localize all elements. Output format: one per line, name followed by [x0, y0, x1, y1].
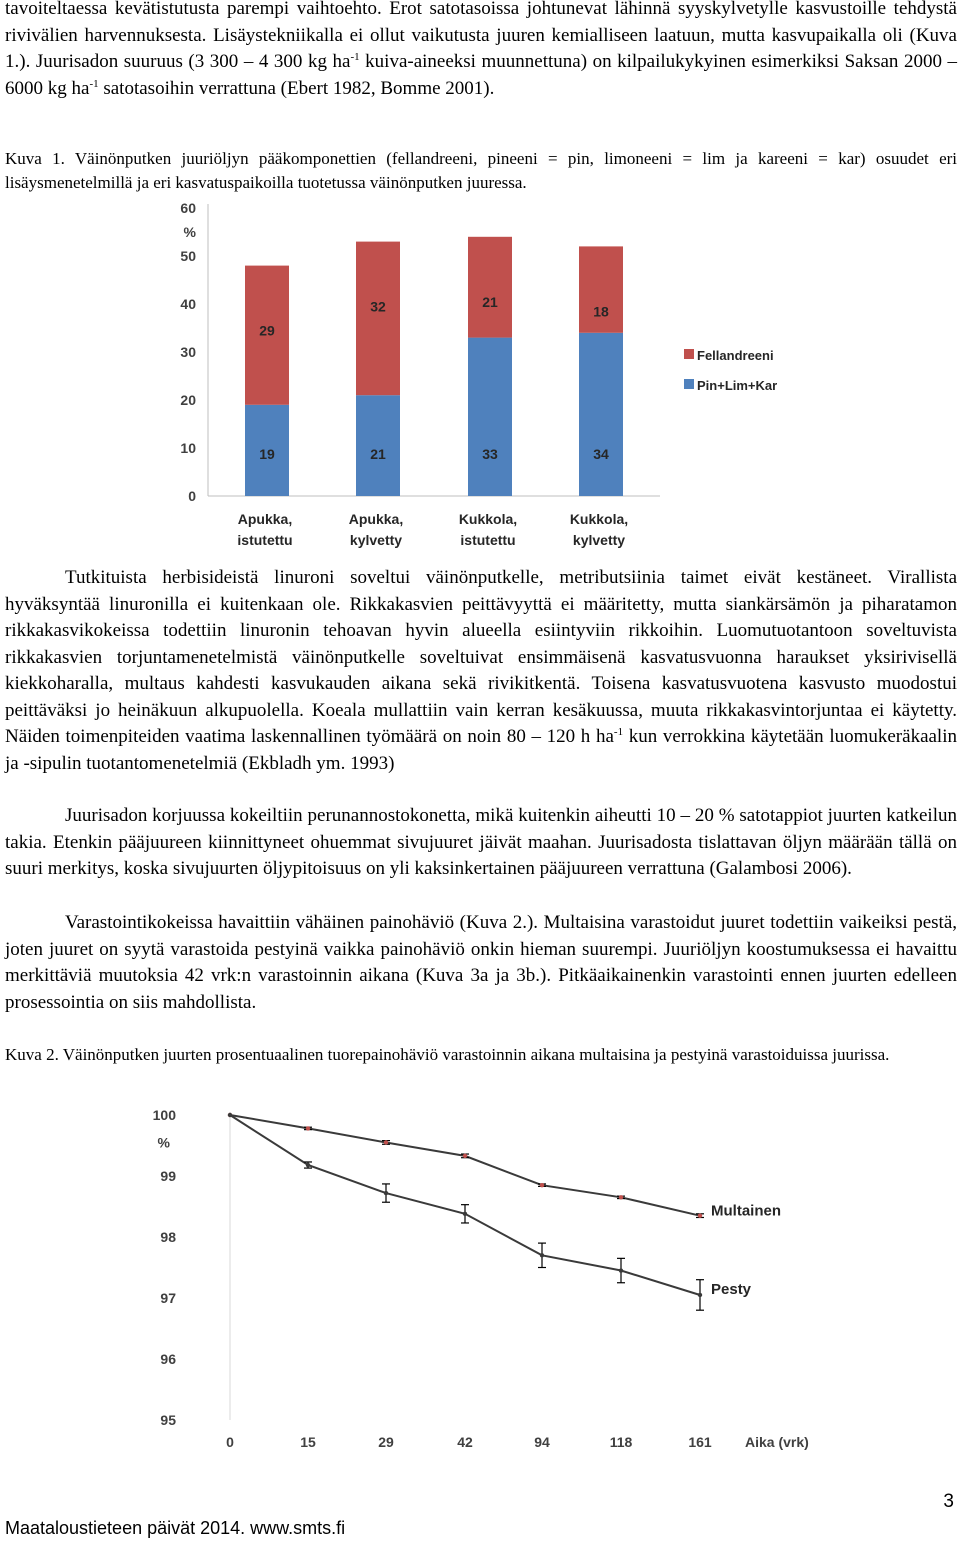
data-label: 18 [593, 303, 609, 320]
superscript: -1 [89, 77, 99, 90]
x-tick-label: 161 [688, 1434, 712, 1450]
data-label: 34 [593, 446, 609, 462]
series-line [230, 1115, 700, 1216]
data-label: 19 [259, 446, 275, 462]
paragraph-text: kuiva-aineeksi muunnettuna) on kilpailukykyinen esimerkiksi Saksan 2000 – 6000 kg ha [5, 51, 957, 99]
y-tick-label: 10 [180, 440, 196, 456]
category-label: Kukkola, [569, 511, 629, 527]
y-axis-unit: % [157, 1134, 170, 1151]
data-label: 33 [482, 446, 498, 462]
bar-segment [579, 246, 623, 332]
data-point [463, 1154, 467, 1158]
x-tick-label: 0 [226, 1434, 234, 1450]
data-point [228, 1113, 232, 1117]
bar-segment [356, 242, 400, 396]
data-label: 21 [482, 293, 498, 310]
data-point [540, 1183, 544, 1187]
superscript: -1 [350, 51, 360, 63]
y-tick-label: 100 [152, 1107, 176, 1123]
legend-swatch [684, 349, 694, 359]
category-label: istutettu [237, 532, 293, 548]
y-tick-label: 40 [180, 296, 196, 312]
data-point [463, 1212, 467, 1216]
paragraph-text: kun verrokkina käytetään luomukeräkaalin ja -sipulin tuotantomenetelmiä (Ekbladh ym. 1993) [5, 726, 957, 774]
paragraph-storage: Varastointikokeissa havaittiin vähäinen painohäviö (Kuva 2.). Multaisina varastoidut juuret todettiin vaikeiksi pestä, joten juuret on syytä varastoida pestyinä vaikka painohäviö onkin hieman suurempi. Juuriöljyn koostumuksessa ei havaittu merkittäviä muutoksia 42 vrk:n varastoinnin aikana (Kuva 3a ja 3b.). Pitkäaikainenkin varastointi ennen juurten edelleen prosessointia on siis mahdollista. [5, 912, 957, 1013]
y-tick-label: 30 [180, 344, 196, 360]
data-point [384, 1191, 388, 1195]
y-tick-label: 60 [180, 200, 196, 216]
y-tick-label: 95 [160, 1412, 176, 1428]
x-tick-label: 118 [609, 1434, 633, 1450]
paragraph-text: satotasoihin verrattuna (Ebert 1982, Bomme 2001). [98, 77, 495, 99]
series-label: Pesty [711, 1280, 752, 1298]
x-tick-label: 15 [300, 1434, 316, 1450]
data-point [698, 1213, 702, 1217]
category-label: Apukka, [237, 511, 293, 527]
paragraph-herbicides [5, 565, 957, 777]
category-label: istutettu [460, 532, 516, 548]
y-axis-unit: % [183, 224, 196, 240]
data-label: 29 [259, 322, 275, 339]
category-label: kylvetty [349, 532, 403, 548]
y-tick-label: 0 [188, 488, 196, 504]
footer-source: Maataloustieteen päivät 2014. www.smts.fi [5, 1518, 346, 1538]
paragraph-harvest: Juurisadon korjuussa kokeiltiin perunannostokonetta, mikä kuitenkin aiheutti 10 – 20 % satotappiot juurten katkeilun takia. Etenkin pääjuureen kiinnittyneet ohuemmat sivujuuret jäivät maahan. Juurisadosta tislattavan öljyn määrään tällä on suuri merkitys, koska sivujuurten öljypitoisuus on yli kaksinkertainen pääjuureen verrattuna (Galambosi 2006). [5, 805, 957, 879]
y-tick-label: 98 [160, 1229, 176, 1245]
data-point [306, 1163, 310, 1167]
y-tick-label: 20 [180, 392, 196, 408]
x-tick-label: 94 [534, 1434, 550, 1450]
superscript: -1 [613, 726, 624, 738]
y-tick-label: 50 [180, 248, 196, 264]
figure-1-stacked-bar-chart [0, 195, 960, 555]
x-axis-label: Aika (vrk) [745, 1434, 809, 1450]
data-point [384, 1140, 388, 1144]
paragraph-yield [5, 0, 957, 102]
data-point [540, 1253, 544, 1257]
data-point [306, 1126, 310, 1130]
data-label: 21 [370, 446, 386, 462]
paragraph-text: tavoiteltaessa kevätistutusta parempi vaihtoehto. Erot satotasoissa johtunevat lähinnä syyskylvetylle kasvustoille tehdystä rivivälien harvennuksesta. Lisäystekniikalla ei ollut vaikutusta juuren kemialliseen laatuun, mutta kasvupaikalla oli (Kuva 1.). Juurisadon suuruus (3 300 – 4 300 kg ha [5, 0, 957, 72]
y-tick-label: 96 [160, 1351, 176, 1367]
category-label: Kukkola, [458, 511, 518, 527]
bar-segment [579, 333, 623, 496]
legend-label: Pin+Lim+Kar [697, 378, 778, 393]
y-tick-label: 97 [160, 1290, 176, 1306]
y-tick-label: 99 [160, 1168, 176, 1184]
data-label: 32 [370, 298, 386, 315]
x-tick-label: 29 [378, 1434, 394, 1450]
bar-segment [468, 237, 512, 338]
legend-swatch [684, 379, 694, 389]
paragraph-text: Tutkituista herbisideistä linuroni soveltui väinönputkelle, metributsiinia taimet eivät kestäneet. Virallista hyväksyntää linuronilla ei kuitenkaan ole. Rikkakasvien peittävyyttä ei määritetty, mutta siankärsämön ja piharatamon rikkakasvikokeissa todettiin linuronin tehoavan hyvin alueella esiintyviin rikkoihin. Luomutuotantoon soveltuvista rikkakasvien torjuntamenetelmistä väinönputkelle soveltuivat ensimmäisenä kasvatusvuonna haraukset yksirivisellä kiekkoharalla, multaus kahdesti kasvukauden aikana sekä rivikitkentä. Toisena kasvatusvuotena kasvusto muodostui peittäväksi jo heinäkuun alkupuolella. Koeala mullattiin vain kerran kesäkuussa, muuta rikkakasvintorjuntaa ei käytetty. Näiden toimenpiteiden vaatima laskennallinen työmäärä on noin 80 – 120 h ha [5, 567, 957, 747]
figure-2-line-chart [0, 1098, 960, 1458]
data-point [619, 1195, 623, 1199]
data-point [619, 1268, 623, 1272]
legend-label: Fellandreeni [697, 348, 774, 363]
category-label: kylvetty [572, 532, 626, 548]
figure-2-caption: Kuva 2. Väinönputken juurten prosentuaalinen tuorepainohäviö varastoinnin aikana multaisina ja pestyinä varastoiduissa juurissa. [5, 1045, 890, 1064]
x-tick-label: 42 [457, 1434, 473, 1450]
page-number: 3 [943, 1491, 954, 1512]
category-label: Apukka, [348, 511, 404, 527]
data-point [698, 1293, 702, 1297]
series-label: Multainen [711, 1202, 781, 1220]
bar-segment [468, 338, 512, 496]
figure-1-caption: Kuva 1. Väinönputken juuriöljyn pääkomponettien (fellandreeni, pineeni = pin, limoneeni = lim ja kareeni = kar) osuudet eri lisäysmenetelmillä ja eri kasvatuspaikoilla tuotetussa väinönputken juuressa. [5, 149, 957, 192]
